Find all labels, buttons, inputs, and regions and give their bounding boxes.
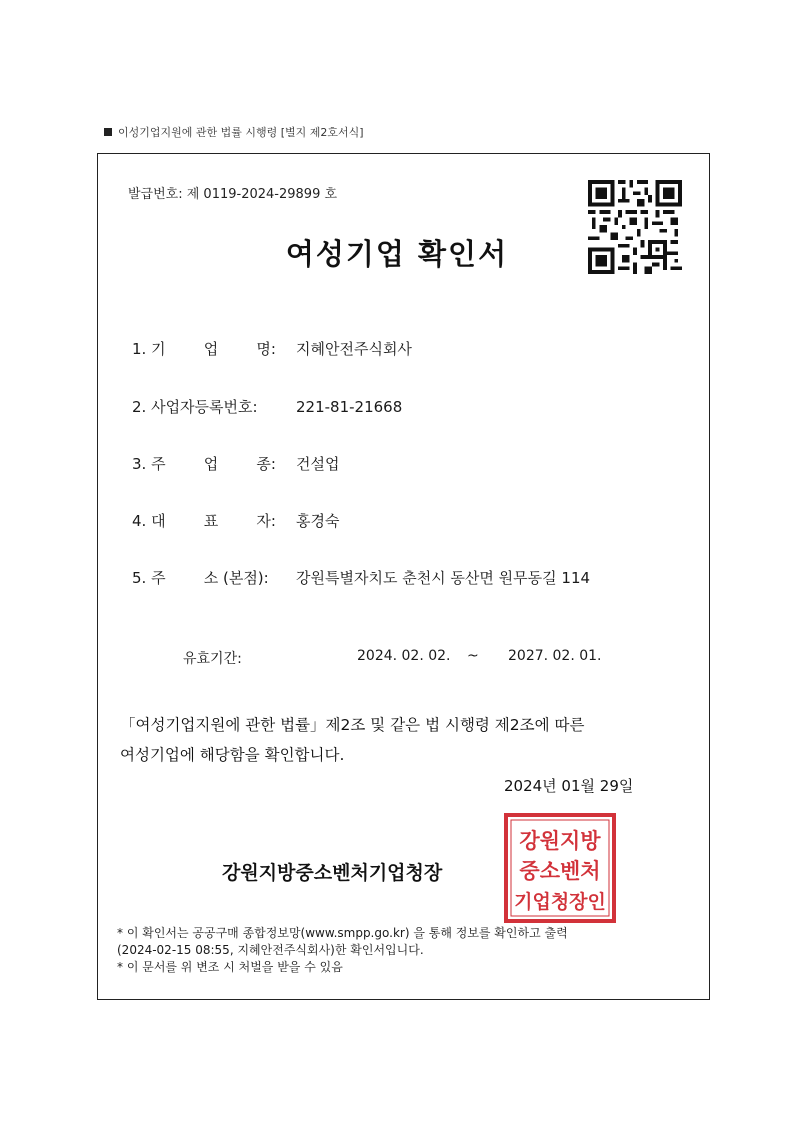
issue-date: 2024년 01월 29일 [504,777,634,795]
field-industry [132,453,339,474]
seal-line-2: 중소벤처 [519,859,601,883]
footnotes [117,925,568,976]
field-representative [132,510,339,531]
statement-line-1: 「여성기업지원에 관한 법률」제2조 및 같은 법 시행령 제2조에 따른 [120,716,585,734]
field-address [132,567,590,588]
form-reference-text: 이성기업지원에 관한 법률 시행령 [별지 제2호서식] [118,126,364,139]
validity-end: 2027. 02. 01. [508,648,602,664]
field-value: 홍경숙 [296,512,340,530]
official-seal-icon [503,812,617,924]
field-business-number [132,396,402,417]
confirmation-statement [120,710,640,770]
validity-start: 2024. 02. 02. [357,648,451,664]
field-value: 건설업 [296,455,340,473]
field-label: 4. 대 표 자: [132,512,276,530]
validity-separator: ~ [467,648,479,664]
footnote-line-1: * 이 확인서는 공공구매 종합정보망(www.smpp.go.kr) 을 통해 정보를 확인하고 출력 [117,926,568,940]
field-company-name [132,338,412,359]
field-label: 1. 기 업 명: [132,340,276,358]
square-bullet-icon [104,128,112,136]
issue-number: 발급번호: 제 0119-2024-29899 호 [128,187,338,202]
seal-line-3: 기업청장인 [514,891,606,913]
footnote-line-3: * 이 문서를 위 변조 시 처벌을 받을 수 있음 [117,960,343,974]
field-value: 강원특별자치도 춘천시 동산면 원무동길 114 [296,569,591,587]
document-title: 여성기업 확인서 [285,237,509,271]
field-label: 2. 사업자등록번호: [132,398,258,416]
footnote-line-2: (2024-02-15 08:55, 지혜안전주식회사)한 확인서입니다. [117,943,424,957]
form-reference [104,124,364,140]
issuing-agency: 강원지방중소벤처기업청장 [222,862,443,884]
field-label: 3. 주 업 종: [132,455,276,473]
validity-label: 유효기간: [183,651,242,667]
seal-line-1: 강원지방 [519,829,601,853]
field-value: 지혜안전주식회사 [296,340,412,358]
field-value: 221-81-21668 [296,398,403,416]
field-label: 5. 주 소 (본점): [132,569,269,587]
statement-line-2: 여성기업에 해당함을 확인합니다. [120,746,345,764]
